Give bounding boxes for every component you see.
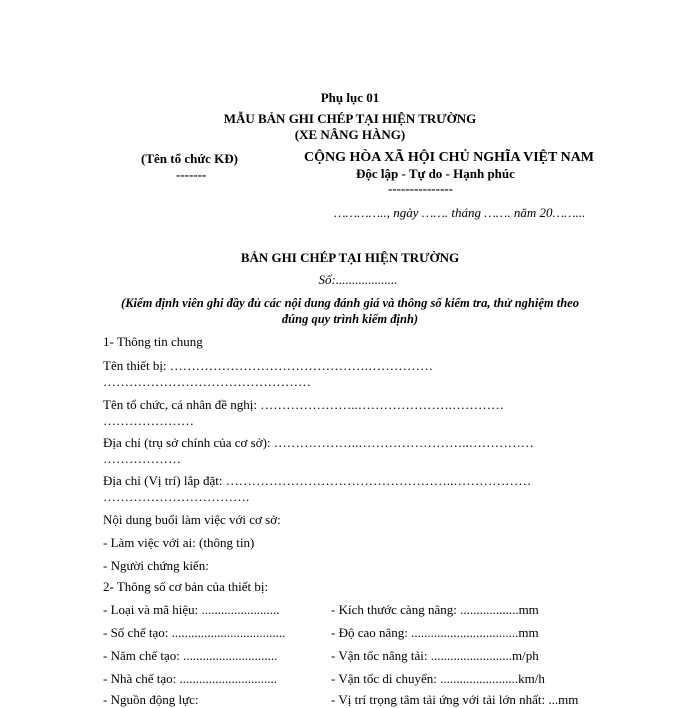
- form-title: MẪU BẢN GHI CHÉP TẠI HIỆN TRƯỜNG: [223, 111, 477, 126]
- spec-left-3: - Năm chế tạo: .............................: [103, 648, 278, 663]
- requester-field: Tên tổ chức, cá nhân đề nghị: …………………..………………….…………: [103, 397, 504, 412]
- spec-right-1: - Kích thước càng nâng: ..................mm: [331, 602, 539, 617]
- spec-left-4: - Nhà chế tạo: ..............................: [103, 671, 278, 686]
- record-heading: BẢN GHI CHÉP TẠI HIỆN TRƯỜNG: [240, 250, 460, 265]
- device-name-field: Tên thiết bị: ……………………………………….……………: [103, 358, 434, 373]
- section2-title: 2- Thông số cơ bản của thiết bị:: [103, 579, 269, 594]
- spec-right-5: - Vị trí trọng tâm tải ứng với tải lớn nhất: ...mm: [331, 692, 579, 707]
- hq-address-field-cont: ………………: [103, 451, 181, 466]
- spec-right-2: - Độ cao nâng: .................................mm: [331, 625, 539, 640]
- install-address-field: Địa chỉ (Vị trí) lắp đặt: ……………………………………………..………………: [103, 473, 532, 488]
- hq-address-field: Địa chỉ (trụ sở chính của cơ sở): ………………..……………………..……………: [103, 435, 534, 450]
- witness-field: - Người chứng kiến:: [103, 558, 209, 573]
- spec-right-4: - Vận tốc di chuyển: ........................km/h: [331, 671, 545, 686]
- org-name: (Tên tổ chức KĐ): [141, 151, 238, 166]
- spec-left-1: - Loại và mã hiệu: ........................: [103, 602, 280, 617]
- date-line: ………….., ngày ……. tháng ……. năm 20……...: [334, 205, 586, 220]
- nation-title: CỘNG HÒA XÃ HỘI CHỦ NGHĨA VIỆT NAM: [304, 150, 595, 165]
- record-number: Số:...................: [318, 272, 398, 287]
- appendix-label: Phụ lục 01: [320, 90, 380, 105]
- install-address-field-cont: …………………………….: [103, 489, 250, 504]
- spec-right-3: - Vận tốc nâng tải: .........................m/ph: [331, 648, 539, 663]
- meeting-heading: Nội dung buổi làm việc với cơ sở:: [103, 512, 281, 527]
- section1-title: 1- Thông tin chung: [103, 334, 203, 349]
- spec-left-2: - Số chế tạo: ...................................: [103, 625, 286, 640]
- org-dashes: -------: [176, 167, 207, 182]
- instruction-line-2: đúng quy trình kiểm định): [281, 312, 419, 326]
- nation-motto: Độc lập - Tự do - Hạnh phúc: [356, 166, 515, 181]
- device-name-field-cont: …………………………………………: [103, 374, 311, 389]
- instruction-line-1: (Kiểm định viên ghi đầy đủ các nội dung đánh giá và thông số kiểm tra, thử nghiệm theo: [121, 296, 579, 310]
- work-with-field: - Làm việc với ai: (thông tin): [103, 535, 255, 550]
- spec-left-5: - Nguồn động lực:: [103, 692, 199, 707]
- motto-dashes: ---------------: [388, 181, 453, 196]
- requester-field-cont: …………………: [103, 413, 194, 428]
- form-subtitle: (XE NÂNG HÀNG): [294, 127, 406, 142]
